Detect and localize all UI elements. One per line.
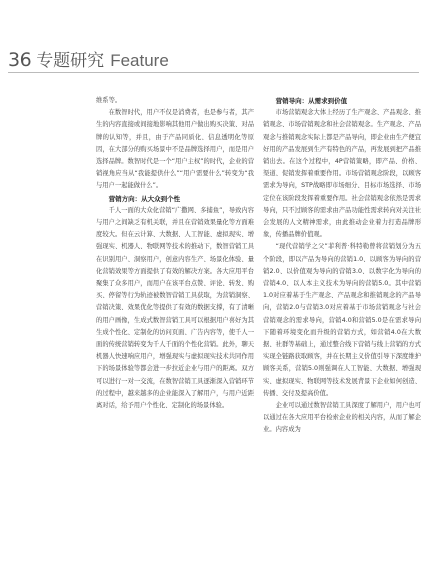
page-header bbox=[8, 46, 419, 70]
paragraph: 千人一面的大众化营销“广撒网、多捕鱼”，导致内容与用户之间缺乏有机关联，并且在营销效果量化等方面难度较大。但在云计算、大数据、人工智能、虚拟现实、增强现实、机器人、物联网等技术的推动下，数智营销工具在识别用户、洞察用户，创意内容生产、场景化体验、量化营销效果等方面提供了有效的解决方案。各大应用平台聚集了众多用户，而用户在该平台点赞、评论、转发、购买、停留等行为轨迹被数智营销工具获取，为营销洞察、营销决策、效果优化等提供了有效的数据支撑，有了清晰的用户画像，生成式数智营销工具可以根据用户喜好为其生成个性化、定制化的访问页面、广告内容等，使千人一面的传统营销转变为千人千面的个性化营销。此外，聊天机器人快速响应用户，增强现实与虚拟现实技术共同作用下的场景体验等都会进一步拉近企业与用户的距离。双方可以进行一对一交流，在数智营销工具逐渐深入营销环节的过程中，越来越多的企业能深入了解用户，与用户近距离对话，给予用户个性化、定制化的场景体验。 bbox=[96, 206, 254, 410]
paragraph: 在数智时代，用户不仅是消费者，也是参与者，其产生的内容直接或间接地影响其他用户做出购买决策、对品牌的认知等，并且，由于产品同质化、信息透明化等原因，在大部分的购买场景中不是品牌选择用户，而是用户选择品牌。数智时代是一个“用户主权”的时代，企业的营销视角应当从“我能提供什么”“用户需要什么”转变为“我与用户一起能做什么”。 bbox=[96, 109, 254, 190]
right-text-column bbox=[263, 95, 421, 437]
paragraph: 企业可以通过数智营销工具深度了解用户，用户也可以通过在各大应用平台检索企业的相关内容，从而了解企业。内容成为 bbox=[263, 402, 421, 434]
paragraph: “现代营销学之父”菲利普·科特勒曾将营销划分为五个阶段，即以产品为导向的营销1.0、以顾客为导向的营销2.0、以价值观为导向的营销3.0、以数字化为导向的营销4.0、以人本主义技术为导向的营销5.0。其中营销1.0对应着基于生产观念、产品观念和推销观念的产品导向，营销2.0与营销3.0对应着基于市场营销观念与社会营销观念的需求导向，营销4.0和营销5.0是在需求导向下随着环境变化而升级的营销方式，如营销4.0在大数据、社群等基础上，通过整合线下营销与线上营销的方式实现全链路获取顾客，并在长期主义价值引导下深度维护顾客关系，营销5.0则强调在人工智能、大数据、增强现实、虚拟现实、物联网等技术发展背景下企业如何创造、传播、交付及提高价值。 bbox=[263, 243, 421, 397]
paragraph: 维系等。 bbox=[96, 97, 122, 104]
left-text-column bbox=[96, 95, 254, 412]
paragraph: 市场营销观念大体上经历了生产观念、产品观念、推销观念、市场营销观念和社会营销观念。生产观念、产品观念与推销观念实际上都是产品导向，即企业由生产便宜好用的产品发展到生产有特色的产品，再发展到把产品推销出去。在这个过程中，4P营销策略，即产品、价格、渠道、促销发挥着重要作用。市场营销观念阶段，以顾客需求为导向，STP战略即市场细分、目标市场选择、市场定位在该阶段发挥着重要作用。社会营销观念依然是需求导向，只不过顾客的需求由产品功能性需求转向对关注社会发展的人文精神需求，由此推动企业着力打造品牌形象，传播品牌价值观。 bbox=[263, 109, 421, 239]
header-divider bbox=[8, 72, 419, 73]
section-heading: 营销导向：从需求到价值 bbox=[275, 97, 348, 105]
page-number: 36 bbox=[8, 49, 32, 71]
section-heading: 营销方向：从大众到个性 bbox=[108, 194, 181, 203]
section-title-english: Feature bbox=[110, 51, 169, 70]
section-title: 专题研究 bbox=[36, 51, 105, 71]
